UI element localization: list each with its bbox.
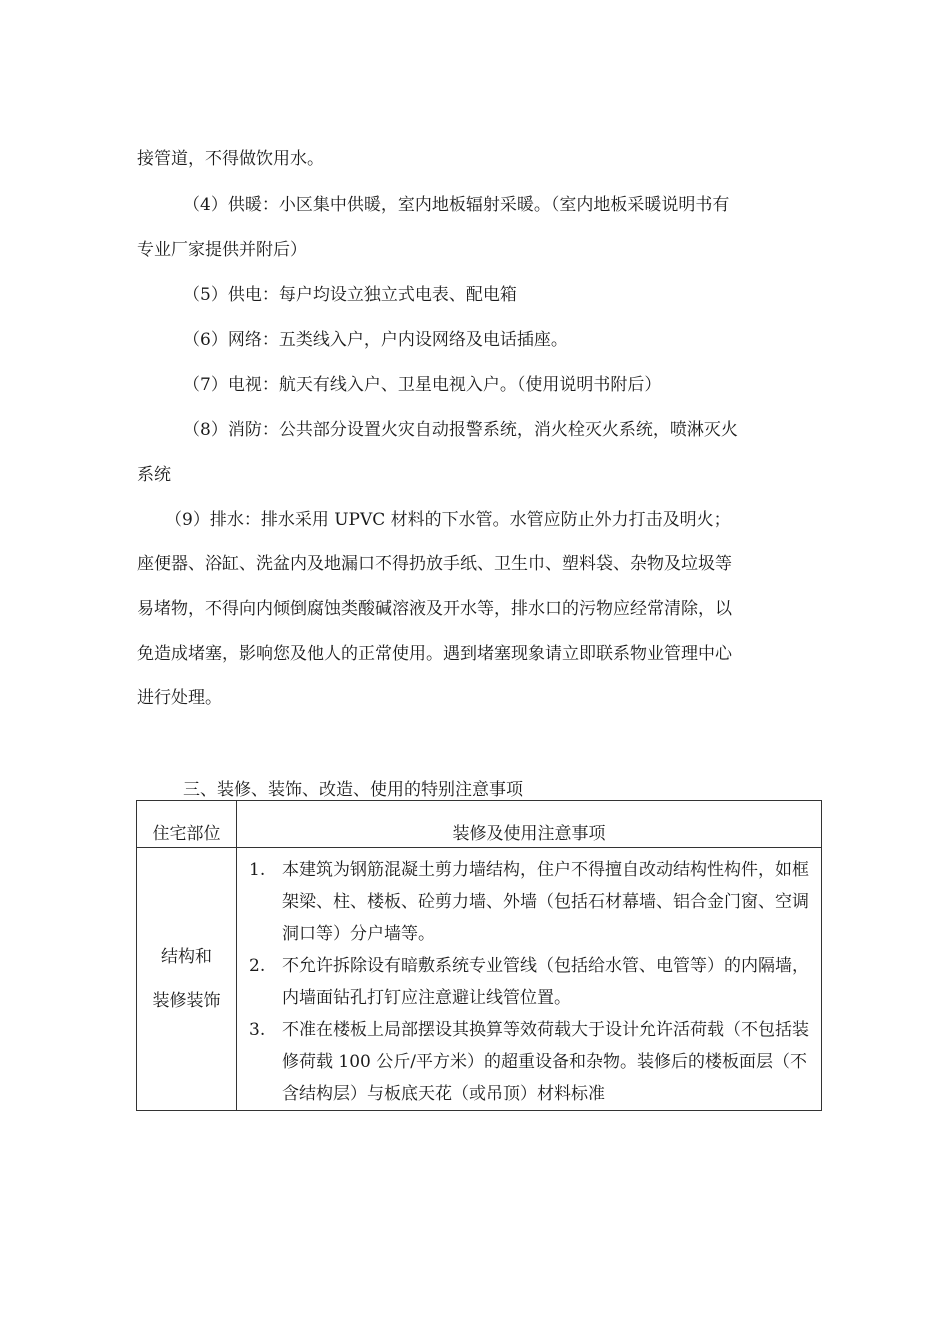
notes-list [237,848,821,1110]
item-number: 3. [249,1020,266,1040]
section-title: 三、装修、装饰、改造、使用的特别注意事项 [183,780,523,800]
item-text: 不允许拆除设有暗敷系统专业管线（包括给水管、电管等）的内隔墙，内墙面钻孔打钉应注意避让线管位置。 [282,956,809,1008]
paragraph-fire: （8）消防：公共部分设置火灾自动报警系统，消火栓灭火系统，喷淋灭火 [183,420,738,440]
table-header-row [137,801,822,848]
category-cell [137,848,237,1111]
paragraph-drainage: （9）排水：排水采用 UPVC 材料的下水管。水管应防止外力打击及明火； [165,510,731,530]
list-item [237,950,821,1014]
item-number: 1. [249,860,266,880]
category-label-line1: 结构和 [161,947,212,967]
table-row [137,848,822,1111]
paragraph-fire-cont: 系统 [137,465,171,485]
paragraph-tv: （7）电视：航天有线入户、卫星电视入户。（使用说明书附后） [183,375,662,395]
item-text: 不准在楼板上局部摆设其换算等效荷载大于设计允许活荷载（不包括装修荷载 100 公斤/平方米）的超重设备和杂物。装修后的楼板面层（不含结构层）与板底天花（或吊顶）材料标准 [282,1020,809,1104]
paragraph-drainage-cont: 进行处理。 [137,688,222,708]
header-location: 住宅部位 [137,801,237,848]
list-item [237,854,821,950]
category-label-line2: 装修装饰 [152,991,221,1011]
paragraph-heating-cont: 专业厂家提供并附后） [137,240,307,260]
item-number: 2. [249,956,266,976]
paragraph-power: （5）供电：每户均设立独立式电表、配电箱 [183,285,517,305]
paragraph-drainage-cont: 座便器、浴缸、洗盆内及地漏口不得扔放手纸、卫生巾、塑料袋、杂物及垃圾等 [137,554,732,574]
header-notes: 装修及使用注意事项 [237,801,822,848]
paragraph-line: 接管道，不得做饮用水。 [137,149,324,169]
paragraph-network: （6）网络：五类线入户，户内设网络及电话插座。 [183,330,568,350]
paragraph-drainage-cont: 免造成堵塞，影响您及他人的正常使用。遇到堵塞现象请立即联系物业管理中心 [137,644,732,664]
paragraph-heating: （4）供暖：小区集中供暖，室内地板辐射采暖。（室内地板采暖说明书有 [183,195,730,215]
paragraph-drainage-cont: 易堵物，不得向内倾倒腐蚀类酸碱溶液及开水等，排水口的污物应经常清除，以 [137,599,732,619]
item-text: 本建筑为钢筋混凝土剪力墙结构，住户不得擅自改动结构性构件，如框架梁、柱、楼板、砼剪力墙、外墙（包括石材幕墙、铝合金门窗、空调洞口等）分户墙等。 [282,860,809,944]
notes-cell [237,848,822,1111]
list-item [237,1014,821,1110]
notes-table [136,800,822,1111]
